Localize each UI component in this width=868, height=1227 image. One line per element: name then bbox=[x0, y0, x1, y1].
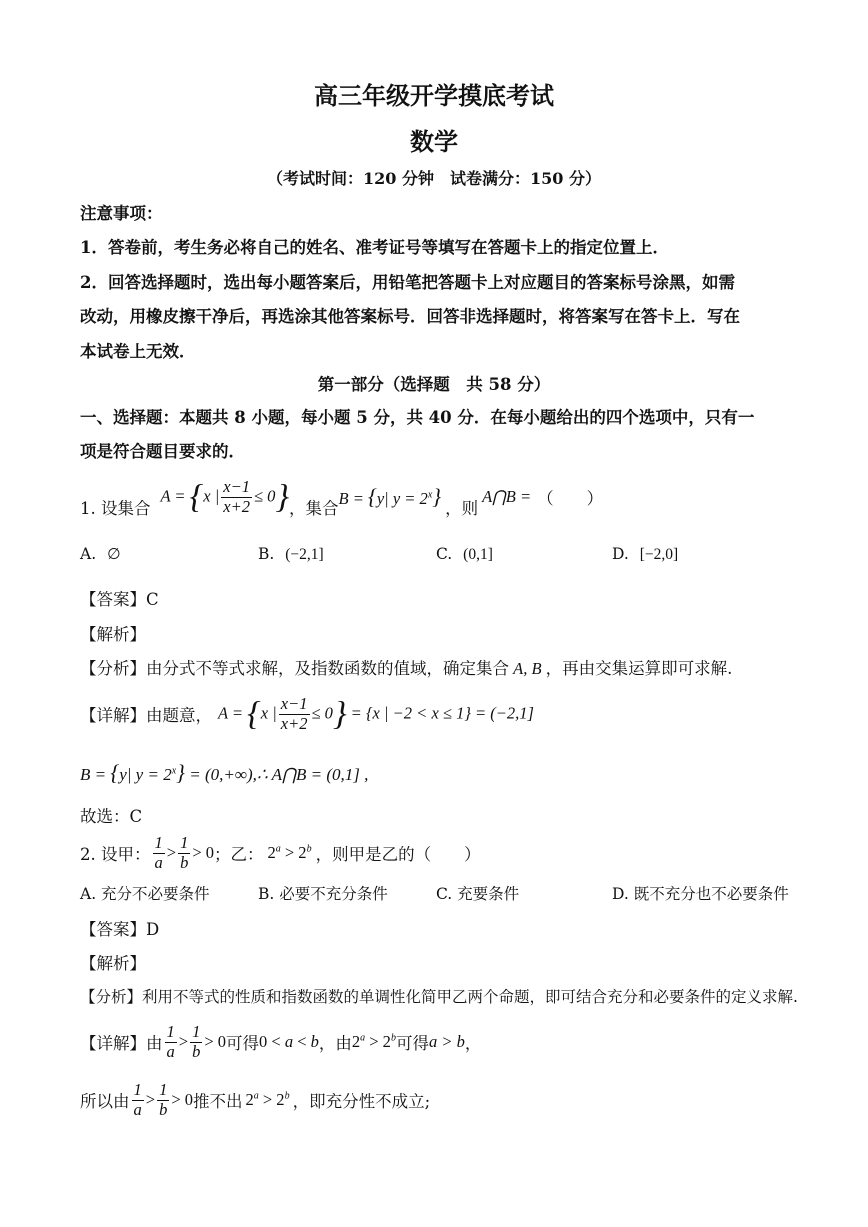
q1-option-c-label: C. bbox=[436, 545, 453, 563]
q2-xiangjie-frac-b: $\frac{1}{b}$ bbox=[192, 1021, 201, 1061]
q2-conclusion-exp: $2^a > 2^b$ bbox=[245, 1090, 290, 1109]
q1-bracket: （ ） bbox=[537, 489, 604, 508]
q2-option-c[interactable]: C. 充要条件 bbox=[436, 885, 520, 903]
q2-xiangjie-kede-1: 可得 bbox=[226, 1034, 259, 1053]
q1-mid: ，集合 bbox=[289, 499, 339, 518]
q1-tail: ，则 bbox=[445, 499, 479, 518]
q2-conclusion-suoyi: 所以由 bbox=[80, 1092, 130, 1111]
q2-option-b[interactable]: B. 必要不充分条件 bbox=[258, 885, 388, 903]
q1-option-d[interactable] bbox=[612, 545, 678, 564]
q2-analysis-heading: 【解析】 bbox=[80, 954, 146, 973]
part1-heading: 第一部分（选择题 共 58 分） bbox=[317, 375, 551, 394]
q1-fenxi bbox=[80, 655, 790, 679]
q1-xiangjie-formula: A = {x | $\frac{x-1}{x+2}$ ≤ 0} = {x | −2 < x ≤ 1} = (−2,1] bbox=[218, 693, 534, 733]
q1-analysis-heading: 【解析】 bbox=[80, 625, 146, 644]
q1-intersection: A⋂B = bbox=[482, 487, 532, 506]
q1-fenxi-tail: ，再由交集运算即可求解. bbox=[545, 659, 733, 678]
q1-fenxi-sets: A, B bbox=[509, 659, 546, 678]
q2-tail: ，则甲是乙的（ ） bbox=[315, 845, 481, 864]
question-2: 2. 设甲： $\frac{1}{a}$ > $\frac{1}{b}$ > 0 ；乙： $2^a > 2^b$ ，则甲是乙的（ ） bbox=[80, 832, 481, 872]
q2-conclusion-frac-b: $\frac{1}{b}$ bbox=[159, 1079, 168, 1119]
q2-conclusion-tuibuchu: 推不出 bbox=[193, 1092, 243, 1111]
q1-xiangjie-b: B = {y| $y = 2^x$} = (0,+∞),∴ A⋂B = (0,1] , bbox=[80, 760, 369, 785]
q1-option-c-value: (0,1] bbox=[463, 546, 493, 563]
q1-choice: 故选：C bbox=[80, 807, 143, 826]
q2-xiangjie-kede-2: 可得 bbox=[395, 1034, 429, 1053]
notice-heading: 注意事项： bbox=[80, 204, 163, 223]
q1-xiangjie bbox=[80, 690, 790, 738]
q2-conclusion-frac-a: $\frac{1}{a}$ bbox=[133, 1079, 142, 1119]
q2-conclusion: 所以由 $\frac{1}{a}$ > $\frac{1}{b}$ > 0 推不出 $2^a > 2^b$ ，即充分性不成立; bbox=[80, 1079, 431, 1119]
exam-time-info: （考试时间：120 分钟 试卷满分：150 分） bbox=[267, 169, 601, 188]
q1-option-b-value: (−2,1] bbox=[285, 546, 324, 563]
q2-condition-yi: $2^a > 2^b$ bbox=[267, 843, 312, 862]
exam-title: 高三年级开学摸底考试 bbox=[314, 81, 554, 110]
q1-option-a-value: ∅ bbox=[107, 546, 121, 563]
q1-set-b: B = {y| $y = 2^x$} bbox=[338, 484, 442, 509]
q2-xiangjie-comma: ， bbox=[464, 1034, 482, 1053]
q2-xiangjie-you: ，由 bbox=[318, 1034, 352, 1053]
section-heading-b: 项是符合题目要求的． bbox=[80, 442, 245, 461]
q1-answer: 【答案】C bbox=[80, 590, 159, 609]
q2-answer: 【答案】D bbox=[80, 920, 160, 939]
question-1 bbox=[80, 472, 790, 522]
q2-option-a[interactable]: A. 充分不必要条件 bbox=[80, 885, 210, 903]
q1-lead: 1. 设集合 bbox=[80, 499, 151, 518]
q2-xiangjie-exp: $2^a > 2^b$ bbox=[351, 1032, 396, 1051]
q2-conclusion-tail: ，即充分性不成立; bbox=[292, 1092, 431, 1111]
notice-item-2c: 本试卷上无效． bbox=[80, 342, 196, 361]
notice-item-2b: 改动，用橡皮擦干净后，再选涂其他答案标号．回答非选择题时，将答案写在答卡上．写在 bbox=[80, 307, 740, 326]
q1-option-d-value: [−2,0] bbox=[639, 546, 679, 563]
q2-frac-a: $\frac{1}{a}$ bbox=[154, 832, 163, 872]
q2-frac-b: $\frac{1}{b}$ bbox=[180, 832, 189, 872]
q1-option-b[interactable] bbox=[258, 545, 324, 564]
q1-option-a[interactable] bbox=[80, 545, 121, 564]
q2-lead: 2. 设甲： bbox=[80, 845, 151, 864]
q2-option-d[interactable]: D. 既不充分也不必要条件 bbox=[612, 885, 789, 903]
notice-item-2a: 2．回答选择题时，选出每小题答案后，用铅笔把答题卡上对应题目的答案标号涂黑，如需 bbox=[80, 273, 735, 292]
q1-option-a-label: A. bbox=[80, 545, 97, 563]
q2-xiangjie-frac-a: $\frac{1}{a}$ bbox=[166, 1021, 175, 1061]
notice-item-1: 1．答卷前，考生务必将自己的姓名、准考证号等填写在答题卡上的指定位置上． bbox=[80, 238, 669, 257]
q1-option-d-label: D. bbox=[612, 545, 629, 563]
q1-option-b-label: B. bbox=[258, 545, 275, 563]
q1-option-c[interactable] bbox=[436, 545, 493, 564]
q2-xiangjie-range: 0 < a < b bbox=[259, 1032, 319, 1051]
q2-mid: ；乙： bbox=[214, 845, 264, 864]
q2-fenxi: 【分析】利用不等式的性质和指数函数的单调性化简甲乙两个命题，即可结合充分和必要条件的定义求解. bbox=[80, 988, 798, 1006]
q1-fenxi-text: 【分析】由分式不等式求解，及指数函数的值域，确定集合 bbox=[80, 659, 509, 678]
q1-set-a: A = {x | $\frac{x-1}{x+2}$ ≤ 0} bbox=[160, 476, 290, 516]
q2-xiangjie-result: a > b bbox=[428, 1032, 465, 1051]
q2-xiangjie: 【详解】由 $\frac{1}{a}$ > $\frac{1}{b}$ > 0 可得 0 < a < b ，由 $2^a > 2^b$ 可得 a > b ， bbox=[80, 1021, 482, 1061]
q1-xiangjie-text: 【详解】由题意， bbox=[80, 706, 212, 725]
section-heading-a: 一、选择题：本题共 8 小题，每小题 5 分，共 40 分．在每小题给出的四个选项中，只有一 bbox=[80, 408, 755, 427]
exam-subject: 数学 bbox=[410, 127, 458, 156]
q2-xiangjie-text: 【详解】由 bbox=[80, 1034, 163, 1053]
